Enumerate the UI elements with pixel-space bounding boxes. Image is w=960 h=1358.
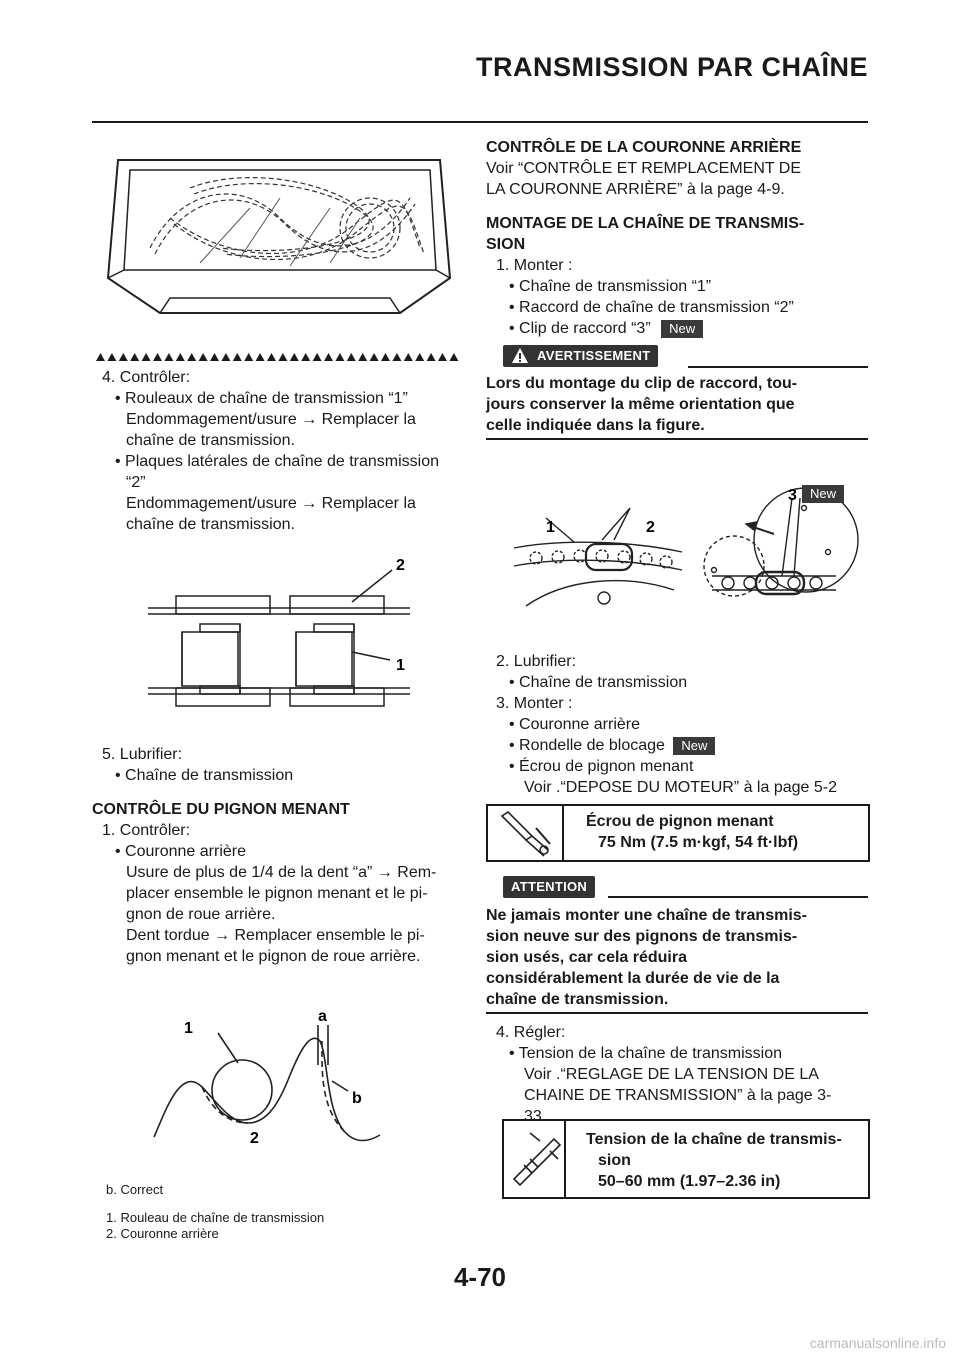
sec1-line1: Voir “CONTRÔLE ET REMPLACEMENT DE	[486, 160, 802, 177]
s1-title: 1. Monter :	[496, 257, 573, 274]
caption-1: 1. Rouleau de chaîne de transmission	[106, 1210, 325, 1225]
sec1-line2: LA COURONNE ARRIÈRE” à la page 4-9.	[486, 181, 785, 198]
step4-bullet2-line4: chaîne de transmission.	[126, 516, 295, 533]
section-heading-pignon-menant: CONTRÔLE DU PIGNON MENANT	[92, 801, 350, 818]
step4-title: 4. Contrôler:	[102, 369, 191, 386]
warning-rule-bottom	[486, 438, 868, 440]
section-heading-couronne: CONTRÔLE DE LA COURONNE ARRIÈRE	[486, 139, 802, 156]
step4-bullet1: • Rouleaux de chaîne de transmission “1”	[115, 390, 408, 407]
fig3-label-b: b	[352, 1090, 362, 1107]
step5-bullet1: • Chaîne de transmission	[115, 767, 294, 784]
warning-line1: Lors du montage du clip de raccord, tou-	[486, 375, 798, 392]
warning-triangle-icon	[511, 347, 529, 365]
torque-wrench-icon	[496, 810, 554, 860]
step4-bullet1-line3: chaîne de transmission.	[126, 432, 295, 449]
torque-spec-box	[486, 804, 870, 862]
s4-line4: 33.	[524, 1108, 547, 1125]
warning-line2: jours conserver la même orientation que	[486, 396, 795, 413]
step4-bullet2-line2: “2”	[126, 474, 146, 491]
s3-bullet2	[509, 735, 715, 756]
caption-b: b. Correct	[106, 1182, 164, 1197]
spec-divider	[564, 1121, 566, 1197]
tension-spec-name: Tension de la chaîne de transmis-	[586, 1131, 842, 1148]
fig3-label-1: 1	[184, 1020, 193, 1037]
page-number: 4-70	[453, 1262, 507, 1292]
section-heading-montage: MONTAGE DE LA CHAÎNE DE TRANSMIS-	[486, 215, 805, 232]
fig4-label-1: 1	[546, 519, 555, 536]
caliper-icon	[510, 1129, 564, 1187]
warning-line3: celle indiquée dans la figure.	[486, 417, 705, 434]
attention-rule-top	[608, 896, 868, 898]
s3-bullet3: • Écrou de pignon menant	[509, 758, 694, 775]
fig3-label-a: a	[318, 1008, 327, 1025]
torque-spec-name: Écrou de pignon menant	[586, 813, 774, 830]
chain-link-diagram	[140, 552, 420, 732]
s2-line3: gnon de roue arrière.	[126, 906, 276, 923]
tension-spec-value: 50–60 mm (1.97–2.36 in)	[598, 1173, 781, 1190]
warning-badge	[503, 345, 658, 367]
attention-line3: sion usés, car cela réduira	[486, 949, 687, 966]
attention-rule-bottom	[486, 1012, 868, 1014]
warning-rule-top	[688, 366, 868, 368]
new-badge: New	[673, 737, 715, 755]
s4-line2: Voir .“REGLAGE DE LA TENSION DE LA	[524, 1066, 819, 1083]
tension-spec-name-line2: sion	[598, 1152, 631, 1169]
attention-line4: considérablement la durée de vie de la	[486, 970, 780, 987]
s4-line3: CHAINE DE TRANSMISSION” à la page 3-	[524, 1087, 832, 1104]
attention-badge	[503, 876, 595, 898]
section-heading-montage-line2: SION	[486, 236, 526, 253]
attention-line5: chaîne de transmission.	[486, 991, 669, 1008]
s2-bullet1: • Couronne arrière	[115, 843, 246, 860]
s2-title: 2. Lubrifier:	[496, 653, 577, 670]
attention-line2: sion neuve sur des pignons de transmis-	[486, 928, 798, 945]
fig3-label-2: 2	[250, 1130, 259, 1147]
step5-title: 5. Lubrifier:	[102, 746, 183, 763]
attention-label: ATTENTION	[511, 879, 588, 894]
step4-bullet2: • Plaques latérales de chaîne de transmission	[115, 453, 440, 470]
s3-line4: Voir .“DEPOSE DU MOTEUR” à la page 5-2	[524, 779, 837, 796]
s2-line5: gnon menant et le pignon de roue arrière.	[126, 948, 421, 965]
watermark: carmanualsonline.info	[809, 1335, 946, 1351]
s1-bullet2: • Raccord de chaîne de transmission “2”	[509, 299, 794, 316]
fig2-label-2: 2	[396, 557, 405, 574]
s4-bullet1: • Tension de la chaîne de transmission	[509, 1045, 783, 1062]
new-badge: New	[802, 485, 844, 503]
triangle-separator	[95, 352, 459, 362]
s3-title: 3. Monter :	[496, 695, 573, 712]
fig4-label-2: 2	[646, 519, 655, 536]
caption-2: 2. Couronne arrière	[106, 1226, 219, 1241]
s3-bullet1: • Couronne arrière	[509, 716, 640, 733]
page-title: TRANSMISSION PAR CHAÎNE	[475, 52, 868, 82]
warning-label: AVERTISSEMENT	[537, 348, 651, 363]
s4-title: 4. Régler:	[496, 1024, 566, 1041]
spec-divider	[562, 806, 564, 860]
step4-bullet2-line3: Endommagement/usure → Remplacer la	[126, 495, 416, 512]
chain-in-tray-illustration	[100, 148, 460, 320]
s3-bullet2-text: • Rondelle de blocage	[509, 737, 665, 754]
s2-bullet1: • Chaîne de transmission	[509, 674, 688, 691]
new-badge: New	[661, 320, 703, 338]
fig4-label-3: 3	[788, 487, 797, 504]
s2-line4: Dent tordue → Remplacer ensemble le pi-	[126, 927, 425, 944]
attention-line1: Ne jamais monter une chaîne de transmis-	[486, 907, 807, 924]
s2-line2: placer ensemble le pignon menant et le pi-	[126, 885, 428, 902]
fig2-label-1: 1	[396, 657, 405, 674]
step4-bullet1-line2: Endommagement/usure → Remplacer la	[126, 411, 416, 428]
s1-bullet3-text: • Clip de raccord “3”	[509, 320, 651, 337]
s2-line1: Usure de plus de 1/4 de la dent “a” → Rem-	[126, 864, 437, 881]
s1-bullet1: • Chaîne de transmission “1”	[509, 278, 712, 295]
sprocket-tooth-wear-diagram	[150, 1005, 390, 1155]
s1-bullet3	[509, 318, 703, 339]
torque-spec-value: 75 Nm (7.5 m·kgf, 54 ft·lbf)	[598, 834, 799, 851]
header-rule	[92, 121, 868, 123]
s2-step1: 1. Contrôler:	[102, 822, 191, 839]
tension-spec-box	[502, 1119, 870, 1199]
